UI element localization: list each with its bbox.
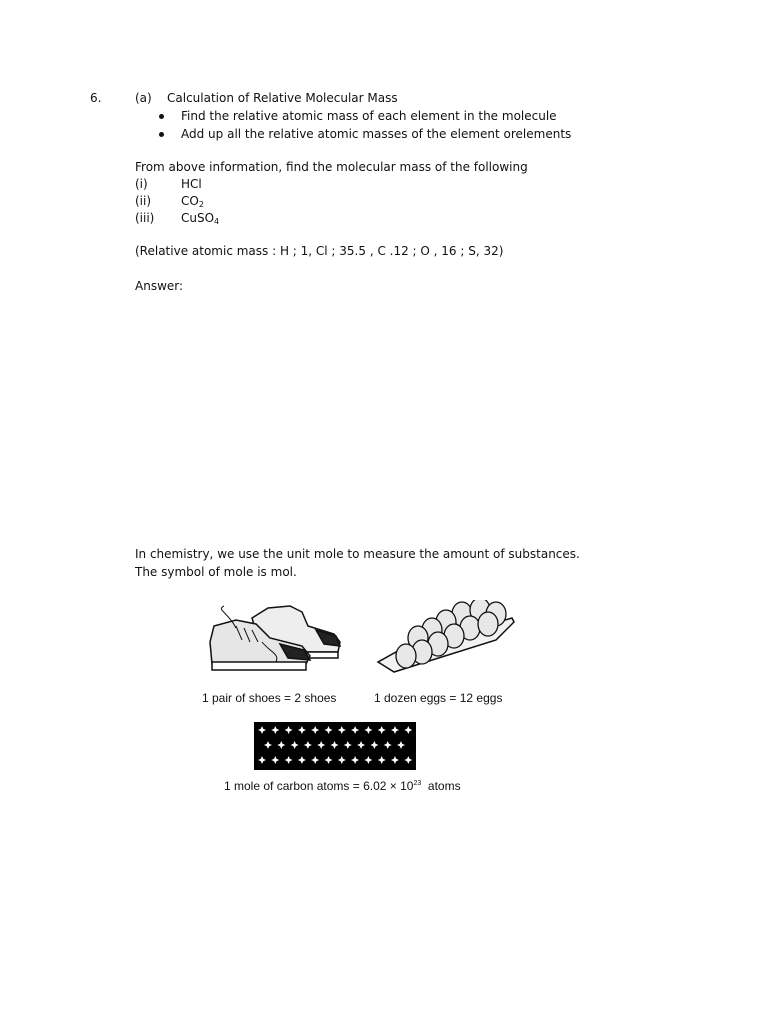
carbon-atoms-icon	[254, 722, 416, 770]
item-formula-3: CuSO$_4$	[181, 211, 220, 226]
question-part: (a)	[135, 91, 152, 105]
atomic-masses: (Relative atomic mass : H ; 1, Cl ; 35.5 , C .12 ; O , 16 ; S, 32)	[135, 244, 504, 258]
bullet-icon	[159, 132, 164, 137]
mole-caption: 1 mole of carbon atoms = $6.02 \times 10^{23}$ atoms	[224, 779, 461, 793]
question-title: Calculation of Relative Molecular Mass	[167, 91, 398, 105]
answer-label: Answer:	[135, 279, 184, 293]
question-number: 6.	[90, 91, 102, 105]
instruction: From above information, find the molecular mass of the following	[135, 160, 528, 174]
item-formula-1: HCl	[181, 177, 202, 191]
bullet-icon	[159, 114, 164, 119]
mole-intro-1: In chemistry, we use the unit mole to measure the amount of substances.	[135, 547, 580, 561]
bullet-text-1: Find the relative atomic mass of each element in the molecule	[181, 109, 557, 123]
shoes-icon	[206, 602, 346, 674]
eggs-caption: 1 dozen eggs = 12 eggs	[374, 691, 503, 705]
item-label-2: (ii)	[135, 194, 152, 208]
egg-tray-icon	[376, 600, 516, 676]
bullet-text-2: Add up all the relative atomic masses of the element orelements	[181, 127, 572, 141]
item-label-3: (iii)	[135, 211, 155, 225]
item-formula-2: $CO_2$	[181, 194, 204, 209]
mole-intro-2: The symbol of mole is mol.	[135, 565, 297, 579]
item-label-1: (i)	[135, 177, 148, 191]
figure	[200, 596, 520, 796]
shoes-caption: 1 pair of shoes = 2 shoes	[202, 691, 337, 705]
